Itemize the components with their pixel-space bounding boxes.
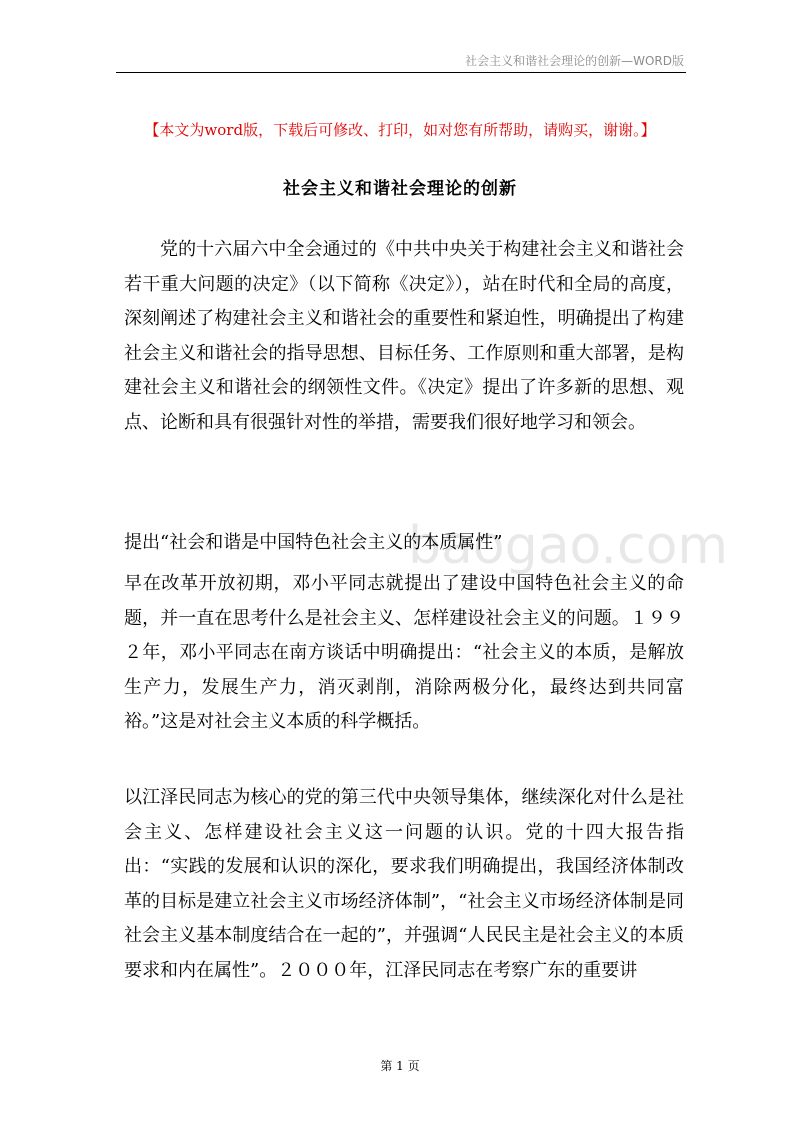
document-title: 社会主义和谐社会理论的创新 xyxy=(283,179,517,199)
header-divider xyxy=(116,72,686,73)
section-heading: 提出“社会和谐是中国特色社会主义的本质属性” xyxy=(124,532,503,553)
purchase-notice: 【本文为word版，下载后可修改、打印，如对您有所帮助，请购买，谢谢。】 xyxy=(144,121,656,139)
watermark: baogao.com xyxy=(408,516,729,576)
page-number: 第 1 页 xyxy=(380,1059,420,1073)
intro-paragraph: 党的十六届六中全会通过的《中共中央关于构建社会主义和谐社会若干重大问题的决定》（以下简称《决定》），站在时代和全局的高度，深刻阐述了构建社会主义和谐社会的重要性和紧迫性，明确提出了构建社会主义和谐社会的指导思想、目标任务、工作原则和重大部署，是构建社会主义和谐社会的纲领性文件。《决定》提出了许多新的思想、观点、论断和具有很强针对性的举措，需要我们很好地学习和领会。 xyxy=(124,239,684,433)
body-paragraph: 以江泽民同志为核心的党的第三代中央领导集体，继续深化对什么是社会主义、怎样建设社会主义这一问题的认识。党的十四大报告指出：“实践的发展和认识的深化，要求我们明确提出，我国经济体制改革的目标是建立社会主义市场经济体制”，“社会主义市场经济体制是同社会主义基本制度结合在一起的”，并强调“人民民主是社会主义的本质要求和内在属性”。２０００年，江泽民同志在考察广东的重要讲 xyxy=(124,787,684,981)
running-header: 社会主义和谐社会理论的创新—WORD版 xyxy=(465,54,684,68)
body-paragraph: 早在改革开放初期，邓小平同志就提出了建设中国特色社会主义的命题，并一直在思考什么是社会主义、怎样建设社会主义的问题。１９９２年，邓小平同志在南方谈话中明确提出：“社会主义的本质，是解放生产力，发展生产力，消灭剥削，消除两极分化，最终达到共同富裕。”这是对社会主义本质的科学概括。 xyxy=(124,573,684,732)
